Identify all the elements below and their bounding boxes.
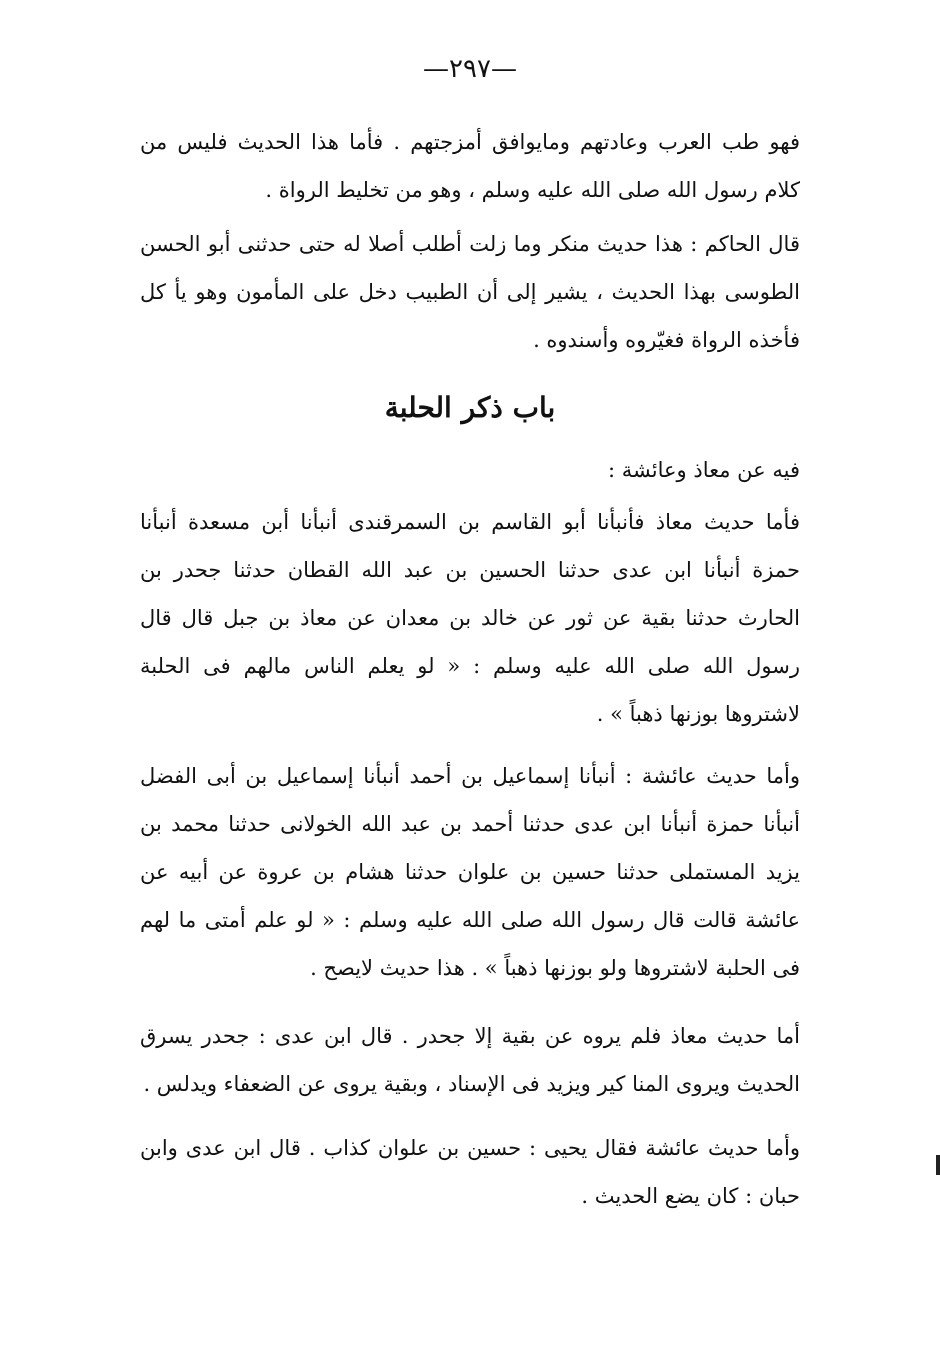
muadh-criticism-paragraph: أما حديث معاذ فلم يروه عن بقية إلا جحدر . قال ابن عدى : جحدر يسرق الحديث ويروى المنا كير ويزيد فى الإسناد ، وبقية يروى عن الضعفاء ويدلس . [140, 1024, 800, 1096]
hadith-muadh-paragraph: فأما حديث معاذ فأنبأنا أبو القاسم بن السمرقندى أنبأنا أبن مسعدة أنبأنا حمزة أنبأنا ابن عدى حدثنا الحسين بن عبد الله القطان حدثنا جحدر بن الحارث حدثنا بقية عن ثور عن خالد بن معدان عن معاذ بن جبل قال قال رسول الله صلى الله عليه وسلم : « لو يعلم الناس مالهم فى الحلبة لاشتروها بوزنها ذهباً » . [140, 510, 800, 726]
paragraph-1: فهو طب العرب وعادتهم ومايوافق أمزجتهم . فأما هذا الحديث فليس من كلام رسول الله صلى الله عليه وسلم ، وهو من تخليط الرواة . [140, 130, 800, 202]
hadith-aisha-paragraph: وأما حديث عائشة : أنبأنا إسماعيل بن أحمد أنبأنا إسماعيل بن أبى الفضل أنبأنا حمزة أنبأنا ابن عدى حدثنا أحمد بن عبد الله الخولانى حدثنا محمد بن يزيد المستملى حدثنا حسين بن علوان حدثنا هشام بن عروة عن أبيه عن عائشة قالت قال رسول الله صلى الله عليه وسلم : « لو علم أمتى ما لهم فى الحلبة لاشتروها ولو بوزنها ذهباً » . هذا حديث لايصح . [140, 764, 800, 980]
edge-mark [936, 1155, 940, 1175]
aisha-criticism-paragraph: وأما حديث عائشة فقال يحيى : حسين بن علوان كذاب . قال ابن عدى وابن حبان : كان يضع الحديث . [140, 1136, 800, 1208]
section-heading: باب ذكر الحلبة [384, 391, 556, 424]
section-intro: فيه عن معاذ وعائشة : [608, 458, 800, 482]
page-number: —٢٩٧— [423, 54, 517, 84]
paragraph-2: قال الحاكم : هذا حديث منكر وما زلت أطلب أصلا له حتى حدثنى أبو الحسن الطوسى بهذا الحديث ، يشير إلى أن الطبيب دخل على المأمون وهو يأ كل فأخذه الرواة فغيّروه وأسندوه . [140, 232, 800, 352]
